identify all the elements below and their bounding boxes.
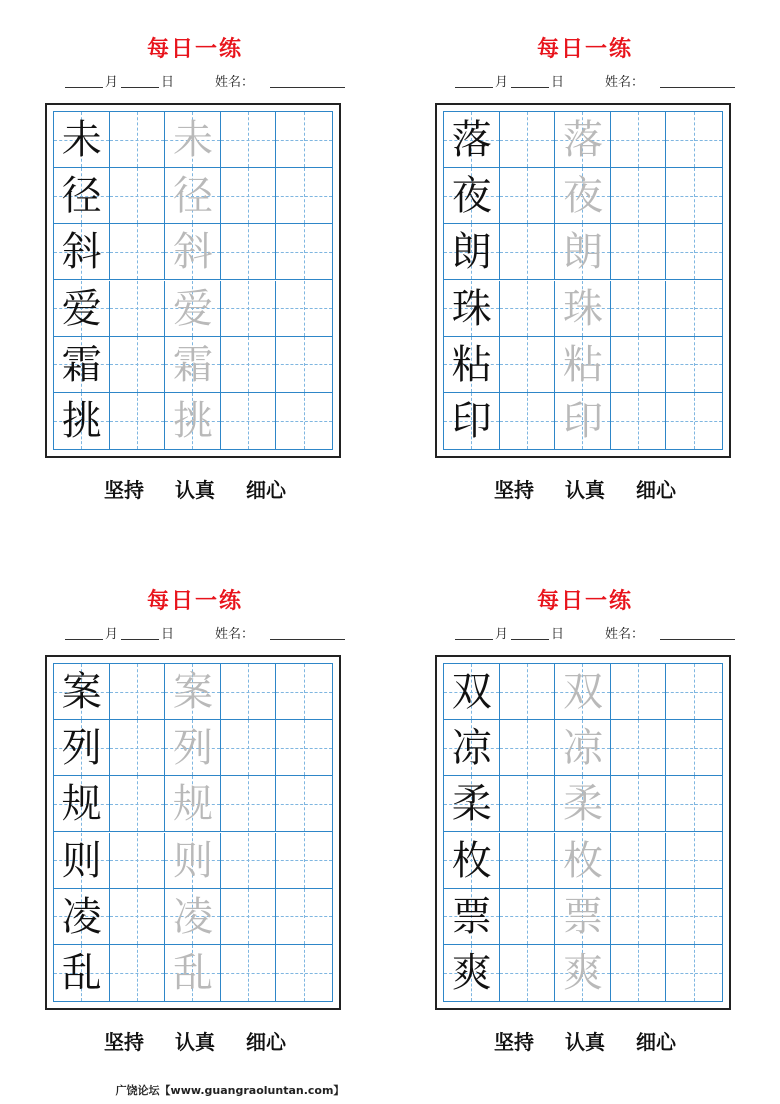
- grid-cell[interactable]: [666, 833, 722, 889]
- date-name-line: [455, 622, 735, 644]
- grid-cell[interactable]: [110, 393, 166, 449]
- grid-cell[interactable]: [666, 168, 722, 224]
- model-char: 挑: [61, 397, 102, 444]
- motto-item: 细心: [635, 1030, 676, 1054]
- motto: [45, 474, 345, 503]
- grid-cell[interactable]: [110, 664, 166, 720]
- grid-cell[interactable]: [611, 776, 667, 832]
- month-label: 月: [495, 75, 509, 90]
- trace-char: 票: [562, 893, 603, 940]
- model-char: 粘: [451, 341, 492, 388]
- practice-frame: [435, 655, 731, 1010]
- motto-item: 细心: [635, 478, 676, 502]
- name-label: 姓名：: [215, 627, 255, 642]
- name-label: 姓名：: [605, 75, 645, 90]
- motto-item: 细心: [245, 478, 286, 502]
- trace-char: 凌: [172, 893, 213, 940]
- model-char: 未: [61, 117, 102, 164]
- grid-cell[interactable]: [611, 889, 667, 945]
- grid-cell[interactable]: [611, 720, 667, 776]
- month-blank[interactable]: [65, 624, 103, 640]
- motto-item: 认真: [175, 478, 215, 502]
- grid-cell[interactable]: [110, 281, 166, 337]
- grid-cell[interactable]: [276, 945, 332, 1001]
- model-char: 落: [451, 117, 492, 164]
- grid-cell[interactable]: [221, 720, 277, 776]
- model-char: 凉: [451, 725, 492, 772]
- grid-cell[interactable]: [666, 720, 722, 776]
- practice-frame: [435, 103, 731, 458]
- trace-char: 爽: [562, 949, 603, 996]
- motto-item: 认真: [565, 1030, 605, 1054]
- motto-item: 坚持: [104, 478, 145, 502]
- grid-cell[interactable]: [276, 776, 332, 832]
- name-label: 姓名：: [605, 627, 645, 642]
- model-char: 夜: [451, 173, 492, 220]
- trace-char: 夜: [562, 173, 603, 220]
- grid-cell[interactable]: [500, 664, 556, 720]
- date-name-line: [65, 622, 345, 644]
- motto: [435, 1026, 735, 1055]
- grid-cell[interactable]: [611, 337, 667, 393]
- trace-char: 双: [562, 669, 603, 716]
- day-blank[interactable]: [511, 624, 549, 640]
- trace-char: 则: [172, 837, 213, 884]
- grid-cell[interactable]: [276, 889, 332, 945]
- trace-char: 挑: [172, 397, 213, 444]
- grid-cell[interactable]: [666, 889, 722, 945]
- trace-char: 粘: [562, 341, 603, 388]
- month-blank[interactable]: [65, 72, 103, 88]
- grid-cell[interactable]: [110, 168, 166, 224]
- practice-frame: [45, 103, 341, 458]
- grid-cell[interactable]: [276, 168, 332, 224]
- name-blank[interactable]: [270, 624, 345, 640]
- grid-cell[interactable]: [221, 112, 277, 168]
- grid-cell[interactable]: [110, 720, 166, 776]
- grid-cell[interactable]: [221, 224, 277, 280]
- trace-char: 爱: [172, 285, 213, 332]
- grid-cell[interactable]: [276, 281, 332, 337]
- grid-cell[interactable]: [500, 833, 556, 889]
- grid-cell[interactable]: [611, 281, 667, 337]
- month-blank[interactable]: [455, 72, 493, 88]
- grid-cell[interactable]: [611, 224, 667, 280]
- grid-cell[interactable]: [611, 393, 667, 449]
- grid-cell[interactable]: [110, 833, 166, 889]
- model-char: 朗: [451, 229, 492, 276]
- motto-item: 认真: [565, 478, 605, 502]
- trace-char: 列: [172, 725, 213, 772]
- grid-cell[interactable]: [500, 224, 556, 280]
- card-title: 每日一练: [146, 36, 243, 62]
- grid-cell[interactable]: [611, 833, 667, 889]
- trace-char: 朗: [562, 229, 603, 276]
- grid-cell[interactable]: [221, 281, 277, 337]
- model-char: 柔: [451, 781, 492, 828]
- day-label: 日: [551, 627, 565, 642]
- tianzige-grid: [53, 663, 333, 1002]
- grid-cell[interactable]: [666, 945, 722, 1001]
- grid-cell[interactable]: [276, 664, 332, 720]
- grid-cell[interactable]: [221, 889, 277, 945]
- grid-cell[interactable]: [666, 281, 722, 337]
- model-char: 案: [61, 669, 102, 716]
- grid-cell[interactable]: [110, 776, 166, 832]
- grid-cell[interactable]: [276, 337, 332, 393]
- motto-item: 坚持: [104, 1030, 145, 1054]
- motto: [435, 474, 735, 503]
- model-char: 斜: [61, 229, 102, 276]
- card-title: 每日一练: [536, 588, 633, 614]
- month-label: 月: [105, 75, 119, 90]
- tianzige-grid: [443, 111, 723, 450]
- motto-item: 细心: [245, 1030, 286, 1054]
- grid-cell[interactable]: [500, 393, 556, 449]
- model-char: 珠: [451, 285, 492, 332]
- grid-cell[interactable]: [666, 393, 722, 449]
- grid-cell[interactable]: [611, 112, 667, 168]
- model-char: 票: [451, 893, 492, 940]
- trace-char: 落: [562, 117, 603, 164]
- day-blank[interactable]: [121, 624, 159, 640]
- trace-char: 印: [562, 397, 603, 444]
- name-blank[interactable]: [660, 624, 735, 640]
- grid-cell[interactable]: [110, 224, 166, 280]
- day-label: 日: [551, 75, 565, 90]
- model-char: 凌: [61, 893, 102, 940]
- grid-cell[interactable]: [666, 337, 722, 393]
- grid-cell[interactable]: [276, 720, 332, 776]
- name-label: 姓名：: [215, 75, 255, 90]
- grid-cell[interactable]: [221, 337, 277, 393]
- name-blank[interactable]: [270, 72, 345, 88]
- trace-char: 乱: [172, 949, 213, 996]
- model-char: 乱: [61, 949, 102, 996]
- grid-cell[interactable]: [666, 776, 722, 832]
- grid-cell[interactable]: [221, 393, 277, 449]
- grid-cell[interactable]: [666, 112, 722, 168]
- model-char: 爱: [61, 285, 102, 332]
- trace-char: 凉: [562, 725, 603, 772]
- grid-cell[interactable]: [221, 833, 277, 889]
- day-blank[interactable]: [121, 72, 159, 88]
- date-name-line: [65, 70, 345, 92]
- grid-cell[interactable]: [500, 945, 556, 1001]
- grid-cell[interactable]: [221, 664, 277, 720]
- grid-cell[interactable]: [276, 112, 332, 168]
- grid-cell[interactable]: [500, 281, 556, 337]
- grid-cell[interactable]: [110, 337, 166, 393]
- grid-cell[interactable]: [500, 168, 556, 224]
- month-label: 月: [105, 627, 119, 642]
- model-char: 霜: [61, 341, 102, 388]
- trace-char: 枚: [562, 837, 603, 884]
- grid-cell[interactable]: [110, 112, 166, 168]
- grid-cell[interactable]: [110, 889, 166, 945]
- grid-cell[interactable]: [221, 776, 277, 832]
- model-char: 枚: [451, 837, 492, 884]
- grid-cell[interactable]: [221, 945, 277, 1001]
- grid-cell[interactable]: [611, 945, 667, 1001]
- grid-cell[interactable]: [666, 224, 722, 280]
- model-char: 径: [61, 173, 102, 220]
- name-blank[interactable]: [660, 72, 735, 88]
- trace-char: 柔: [562, 781, 603, 828]
- tianzige-grid: [53, 111, 333, 450]
- grid-cell[interactable]: [221, 168, 277, 224]
- grid-cell[interactable]: [276, 224, 332, 280]
- trace-char: 案: [172, 669, 213, 716]
- footer-credit: 广饶论坛【www.guangraoluntan.com】: [115, 1084, 345, 1097]
- card-title: 每日一练: [536, 36, 633, 62]
- trace-char: 规: [172, 781, 213, 828]
- grid-cell[interactable]: [666, 664, 722, 720]
- trace-char: 霜: [172, 341, 213, 388]
- motto-item: 认真: [175, 1030, 215, 1054]
- grid-cell[interactable]: [500, 337, 556, 393]
- grid-cell[interactable]: [500, 720, 556, 776]
- day-label: 日: [161, 75, 175, 90]
- motto: [45, 1026, 345, 1055]
- trace-char: 斜: [172, 229, 213, 276]
- model-char: 规: [61, 781, 102, 828]
- card-title: 每日一练: [146, 588, 243, 614]
- date-name-line: [455, 70, 735, 92]
- day-label: 日: [161, 627, 175, 642]
- month-label: 月: [495, 627, 509, 642]
- day-blank[interactable]: [511, 72, 549, 88]
- grid-cell[interactable]: [611, 168, 667, 224]
- trace-char: 未: [172, 117, 213, 164]
- model-char: 双: [451, 669, 492, 716]
- grid-cell[interactable]: [276, 393, 332, 449]
- model-char: 印: [451, 397, 492, 444]
- grid-cell[interactable]: [611, 664, 667, 720]
- model-char: 则: [61, 837, 102, 884]
- practice-frame: [45, 655, 341, 1010]
- grid-cell[interactable]: [500, 112, 556, 168]
- motto-item: 坚持: [494, 1030, 535, 1054]
- month-blank[interactable]: [455, 624, 493, 640]
- trace-char: 径: [172, 173, 213, 220]
- grid-cell[interactable]: [500, 889, 556, 945]
- grid-cell[interactable]: [276, 833, 332, 889]
- model-char: 列: [61, 725, 102, 772]
- grid-cell[interactable]: [110, 945, 166, 1001]
- model-char: 爽: [451, 949, 492, 996]
- tianzige-grid: [443, 663, 723, 1002]
- trace-char: 珠: [562, 285, 603, 332]
- motto-item: 坚持: [494, 478, 535, 502]
- grid-cell[interactable]: [500, 776, 556, 832]
